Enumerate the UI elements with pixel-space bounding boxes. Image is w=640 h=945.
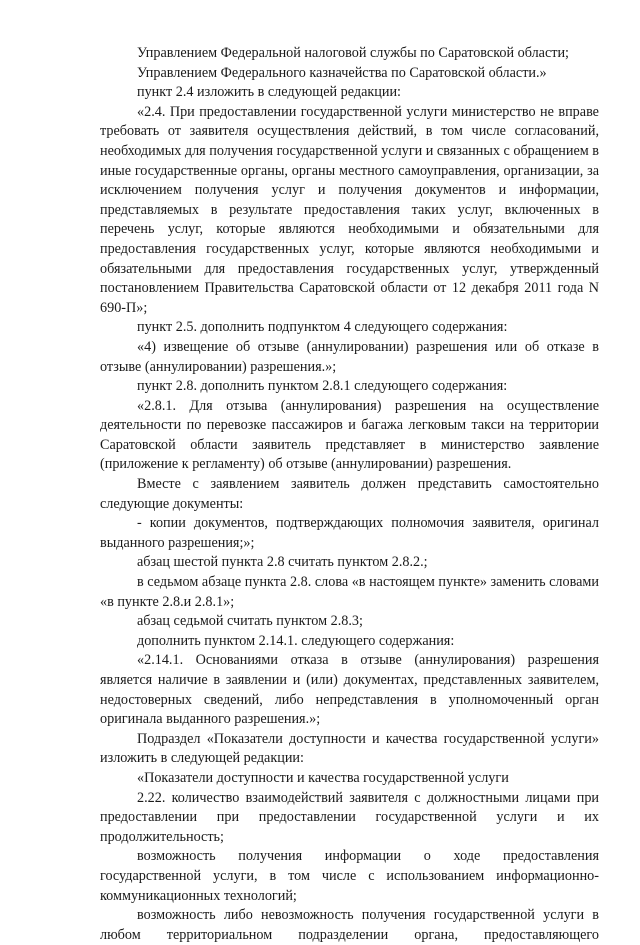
paragraph: Вместе с заявлением заявитель должен представить самостоятельно следующие документы: xyxy=(100,476,599,512)
paragraph: возможность либо невозможность получения государственной услуги в любом территориальном подразделении органа, предоставляющего xyxy=(100,907,599,943)
paragraph: Управлением Федеральной налоговой службы по Саратовской области; xyxy=(137,45,569,61)
paragraph: - копии документов, подтверждающих полномочия заявителя, оригинал выданного разрешения;»; xyxy=(100,515,599,551)
paragraph: «2.14.1. Основаниями отказа в отзыве (аннулирования) разрешения является наличие в заявлении и (или) документах, представленных заявителем, недостоверных сведений, либо непредставления в уполномоченный орган оригинала выданного разрешения.»; xyxy=(100,652,599,728)
paragraph: 2.22. количество взаимодействий заявителя с должностными лицами при предоставлении при предоставлении государственной услуги и их продолжительность; xyxy=(100,789,599,845)
paragraph: Подраздел «Показатели доступности и качества государственной услуги» изложить в следующей редакции: xyxy=(100,730,599,767)
paragraph: в седьмом абзаце пункта 2.8. слова «в настоящем пункте» заменить словами «в пункте 2.8.и 2.8.1»; xyxy=(100,574,599,610)
paragraph: пункт 2.8. дополнить пунктом 2.8.1 следующего содержания: xyxy=(137,378,508,395)
paragraph: Управлением Федерального казначейства по Саратовской области.» xyxy=(137,64,547,81)
paragraph: возможность получения информации о ходе предоставления государственной услуги, в том числе с использованием информационно-коммуникационных технологий; xyxy=(100,848,599,904)
paragraph: «2.8.1. Для отзыва (аннулирования) разрешения на осуществление деятельности по перевозке пассажиров и багажа легковым такси на территории Саратовской области заявитель представляет в министерство заявление (приложение к регламенту) об отзыве (аннулировании) разрешения. xyxy=(100,397,599,473)
paragraph: пункт 2.4 изложить в следующей редакции: xyxy=(137,84,401,101)
paragraph: «Показатели доступности и качества государственной услуги xyxy=(137,769,509,786)
paragraph: «2.4. При предоставлении государственной услуги министерство не вправе требовать от заявителя осуществления действий, в том числе согласований, необходимых для получения государственной услуги и связанных с обращением в иные государственные органы, органы местного самоуправления, организации, за исключением получения услуг и получения документов и информации, представляемых в результате предоставления таких услуг, включенных в перечень услуг, которые являются необходимыми и обязательными для предоставления государственных услуг, которые являются необходимыми и обязательными для предоставления государственных услуг, утвержденный постановлением Правительства Саратовской области от 12 декабря 2011 года N 690-П»; xyxy=(100,103,599,316)
paragraph: абзац седьмой считать пунктом 2.8.3; xyxy=(137,613,363,630)
paragraph: пункт 2.5. дополнить подпунктом 4 следующего содержания: xyxy=(137,319,508,336)
document-page xyxy=(100,44,599,945)
paragraph: абзац шестой пункта 2.8 считать пунктом 2.8.2.; xyxy=(137,554,428,571)
paragraph: дополнить пунктом 2.14.1. следующего содержания: xyxy=(137,632,455,649)
paragraph: «4) извещение об отзыве (аннулировании) разрешения или об отказе в отзыве (аннулировании) разрешения.»; xyxy=(100,338,599,375)
